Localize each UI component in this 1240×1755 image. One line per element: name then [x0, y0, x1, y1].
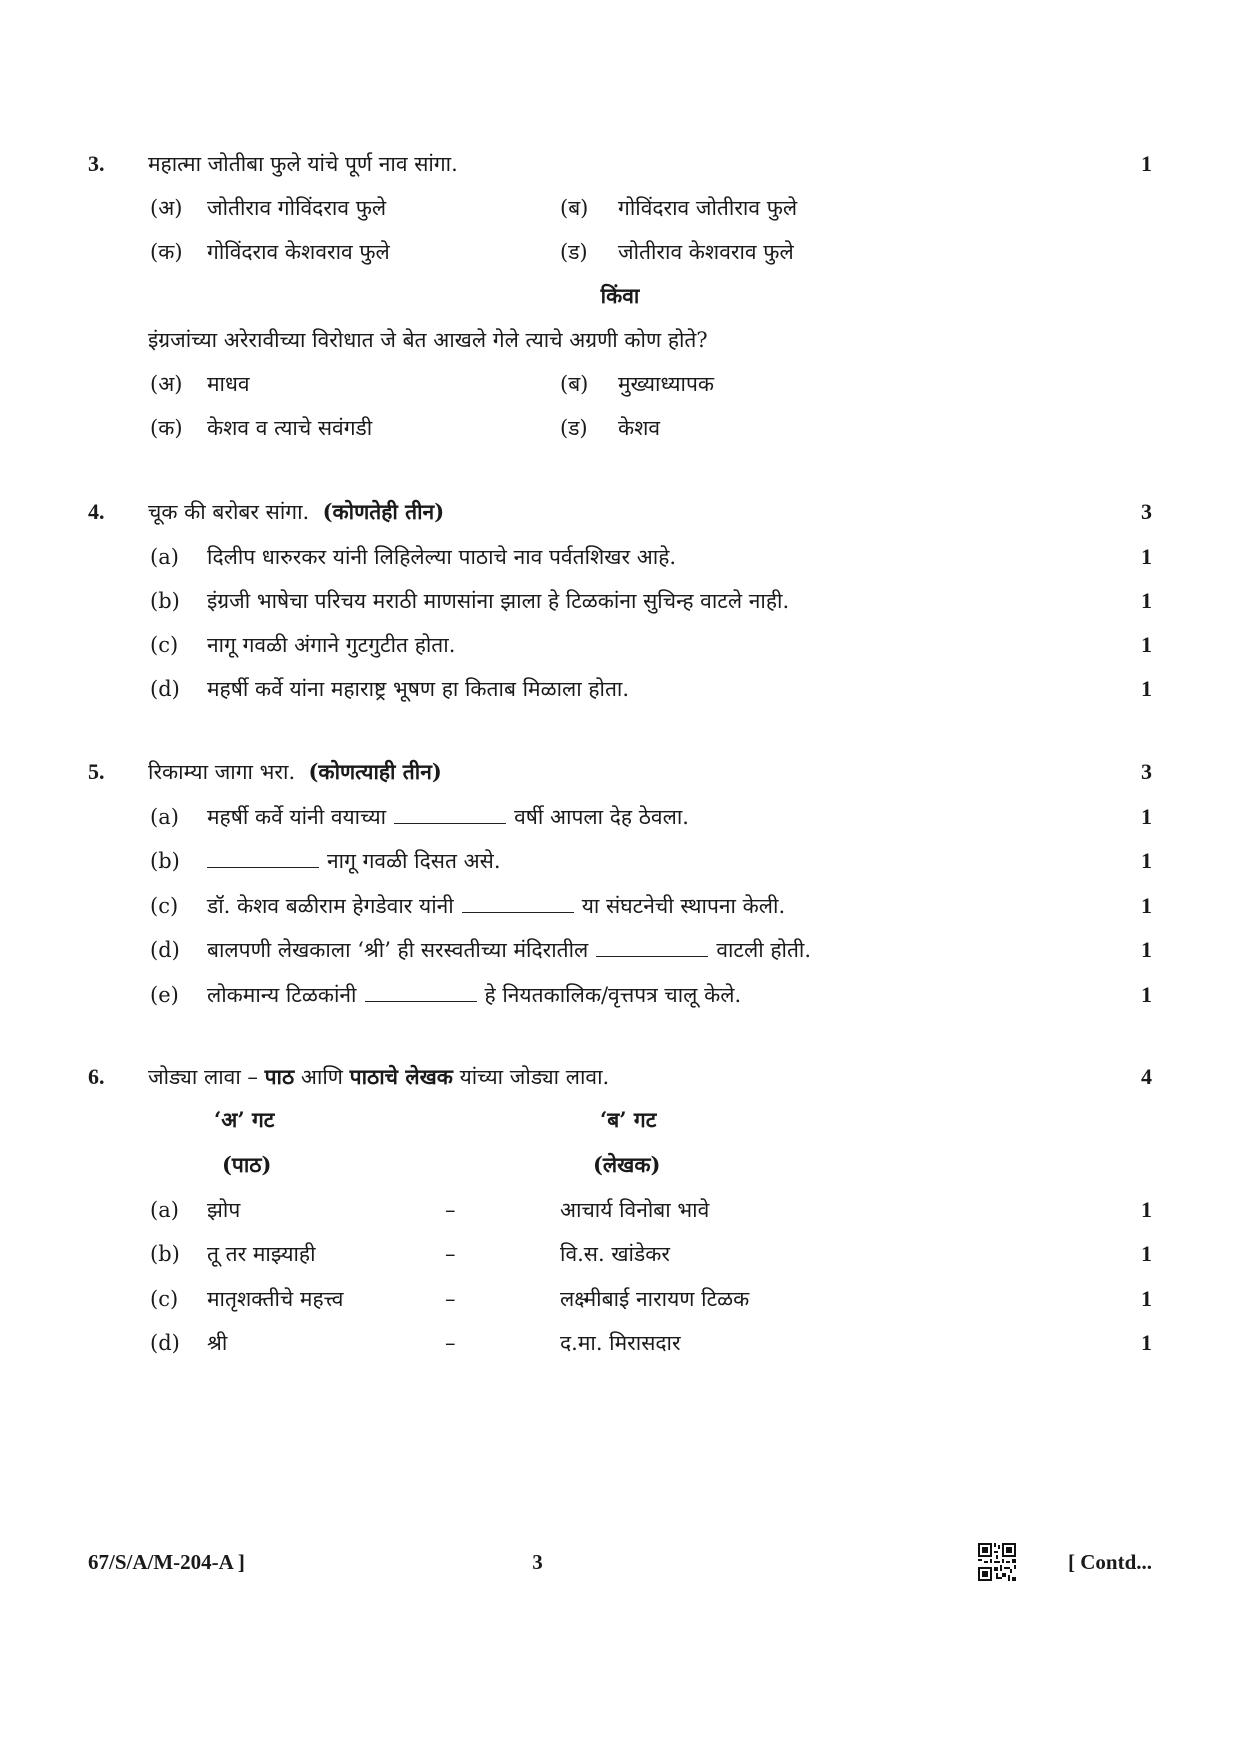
- item-marks: 1: [1141, 544, 1152, 569]
- item-marks: 1: [1141, 1241, 1152, 1266]
- item-label: (a): [150, 545, 179, 569]
- option-text: मुख्याध्यापक: [618, 372, 715, 396]
- item-label: (d): [150, 677, 180, 701]
- item-marks: 1: [1141, 804, 1152, 829]
- pair-dash: –: [445, 1198, 456, 1222]
- item-marks: 1: [1141, 893, 1152, 918]
- item-marks: 1: [1141, 1197, 1152, 1222]
- option-text: गोविंदराव केशवराव फुले: [207, 240, 390, 264]
- item-marks: 1: [1141, 937, 1152, 962]
- question-marks: 4: [1141, 1064, 1152, 1089]
- option-label: (ड): [560, 240, 588, 264]
- question-text: इंग्रजांच्या अरेरावीच्या विरोधात जे बेत आखले गेले त्याचे अग्रणी कोण होते?: [148, 328, 708, 352]
- text-after-blank: वर्षी आपला देह ठेवला.: [514, 805, 689, 829]
- question-number: 3.: [88, 151, 105, 176]
- option-row: [0, 230, 1240, 274]
- text-after-blank: वाटली होती.: [716, 938, 812, 962]
- question-text: [148, 490, 444, 534]
- column-a-subheading: (पाठ): [222, 1152, 272, 1177]
- keyword-author: पाठाचे लेखक: [349, 1064, 453, 1089]
- match-pair-row: [0, 1232, 1240, 1276]
- text-after-blank: नागू गवळी दिसत असे.: [327, 849, 501, 873]
- option-text: जोतीराव गोविंदराव फुले: [207, 196, 387, 220]
- item-text: [207, 973, 741, 1017]
- item-label: (d): [150, 938, 180, 962]
- author-name: वि.स. खांडेकर: [560, 1242, 670, 1266]
- option-label: (ड): [560, 416, 588, 440]
- text-before-blank: डॉ. केशव बळीराम हेगडेवार यांनी: [207, 894, 454, 918]
- item-label: (e): [150, 983, 179, 1007]
- match-pair-row: [0, 1188, 1240, 1232]
- lesson-name: मातृशक्तीचे महत्त्व: [207, 1287, 344, 1311]
- question-marks: 1: [1141, 151, 1152, 176]
- or-separator: [0, 274, 1240, 318]
- option-label: (अ): [150, 372, 183, 396]
- item-text: [207, 884, 785, 928]
- item-label: (c): [150, 1287, 179, 1311]
- item-text: [207, 795, 689, 839]
- column-headers: [0, 1098, 1240, 1142]
- answer-blank: [462, 886, 574, 913]
- question-number: 4.: [88, 499, 105, 524]
- item-text: [207, 839, 501, 883]
- item-row: [0, 623, 1240, 667]
- answer-blank: [365, 975, 477, 1002]
- text-before-blank: महर्षी कर्वे यांनी वयाच्या: [207, 805, 387, 829]
- author-name: आचार्य विनोबा भावे: [560, 1198, 710, 1222]
- item-text: [207, 928, 811, 972]
- question-note: (कोणतेही तीन): [322, 499, 445, 524]
- question-4: [0, 490, 1240, 534]
- question-instruction: जोड्या लावा –: [148, 1065, 258, 1089]
- item-label: (b): [150, 589, 180, 613]
- continued-label: [ Contd...: [1067, 1550, 1152, 1574]
- option-label: (ब): [560, 372, 589, 396]
- item-marks: 1: [1141, 632, 1152, 657]
- lesson-name: श्री: [207, 1331, 228, 1355]
- column-subheaders: [0, 1143, 1240, 1187]
- or-text: किंवा: [600, 283, 640, 308]
- question-3: [0, 142, 1240, 186]
- paper-code: 67/S/A/M-204-A ]: [88, 1550, 245, 1574]
- question-marks: 3: [1141, 759, 1152, 784]
- option-label: (ब): [560, 196, 589, 220]
- question-instruction: रिकाम्या जागा भरा.: [148, 760, 296, 784]
- item-row: [0, 535, 1240, 579]
- lesson-name: तू तर माझ्याही: [207, 1242, 316, 1266]
- option-text: केशव व त्याचे सवंगडी: [207, 416, 373, 440]
- item-label: (b): [150, 1242, 180, 1266]
- column-a-heading: ‘अ’ गट: [214, 1107, 275, 1132]
- item-marks: 1: [1141, 676, 1152, 701]
- item-text: महर्षी कर्वे यांना महाराष्ट्र भूषण हा किताब मिळाला होता.: [207, 677, 630, 701]
- text-before-blank: लोकमान्य टिळकांनी: [207, 983, 357, 1007]
- option-text: गोविंदराव जोतीराव फुले: [618, 196, 798, 220]
- item-text: दिलीप धारुरकर यांनी लिहिलेल्या पाठाचे नाव पर्वतशिखर आहे.: [207, 545, 677, 569]
- option-text: माधव: [207, 372, 250, 396]
- question-text: महात्मा जोतीबा फुले यांचे पूर्ण नाव सांगा.: [148, 152, 458, 176]
- page-number: 3: [532, 1550, 543, 1574]
- item-marks: 1: [1141, 1330, 1152, 1355]
- question-5: [0, 750, 1240, 794]
- item-label: (a): [150, 1198, 179, 1222]
- option-row: [0, 406, 1240, 450]
- item-row: [0, 579, 1240, 623]
- author-name: लक्ष्मीबाई नारायण टिळक: [560, 1287, 750, 1311]
- author-name: द.मा. मिरासदार: [560, 1331, 681, 1355]
- fill-blank-row: [0, 973, 1240, 1017]
- answer-blank: [207, 841, 319, 868]
- keyword-lesson: पाठ: [264, 1064, 295, 1089]
- item-marks: 1: [1141, 1286, 1152, 1311]
- question-6: [0, 1055, 1240, 1099]
- item-text: इंग्रजी भाषेचा परिचय मराठी माणसांना झाला हे टिळकांना सुचिन्ह वाटले नाही.: [207, 589, 790, 613]
- pair-dash: –: [445, 1242, 456, 1266]
- option-text: केशव: [618, 416, 661, 440]
- question-text: [148, 1055, 609, 1099]
- item-label: (c): [150, 894, 179, 918]
- match-pair-row: [0, 1321, 1240, 1365]
- column-b-heading: ‘ब’ गट: [600, 1107, 657, 1132]
- item-label: (c): [150, 633, 179, 657]
- question-instruction: चूक की बरोबर सांगा.: [148, 500, 310, 524]
- question-instruction-end: यांच्या जोड्या लावा.: [459, 1065, 610, 1089]
- option-label: (अ): [150, 196, 183, 220]
- answer-blank: [394, 797, 506, 824]
- question-text: [148, 750, 442, 794]
- item-marks: 1: [1141, 588, 1152, 613]
- text-before-blank: बालपणी लेखकाला ‘श्री’ ही सरस्वतीच्या मंदिरातील: [207, 938, 589, 962]
- option-label: (क): [150, 416, 183, 440]
- answer-blank: [596, 930, 708, 957]
- pair-dash: –: [445, 1331, 456, 1355]
- qr-code-icon: [978, 1543, 1016, 1581]
- question-number: 5.: [88, 759, 105, 784]
- alternate-question: [0, 318, 1240, 362]
- item-text: नागू गवळी अंगाने गुटगुटीत होता.: [207, 633, 456, 657]
- item-label: (b): [150, 849, 180, 873]
- option-text: जोतीराव केशवराव फुले: [618, 240, 794, 264]
- fill-blank-row: [0, 839, 1240, 883]
- question-note: (कोणत्याही तीन): [308, 759, 442, 784]
- text-after-blank: या संघटनेची स्थापना केली.: [581, 894, 786, 918]
- pair-dash: –: [445, 1287, 456, 1311]
- text-after-blank: हे नियतकालिक/वृत्तपत्र चालू केले.: [484, 983, 742, 1007]
- item-label: (a): [150, 805, 179, 829]
- item-marks: 1: [1141, 848, 1152, 873]
- fill-blank-row: [0, 795, 1240, 839]
- item-marks: 1: [1141, 982, 1152, 1007]
- question-marks: 3: [1141, 499, 1152, 524]
- option-label: (क): [150, 240, 183, 264]
- connector-text: आणि: [300, 1065, 343, 1089]
- match-pair-row: [0, 1277, 1240, 1321]
- item-row: [0, 667, 1240, 711]
- option-row: [0, 362, 1240, 406]
- item-label: (d): [150, 1331, 180, 1355]
- lesson-name: झोप: [207, 1198, 241, 1222]
- column-b-subheading: (लेखक): [593, 1152, 661, 1177]
- fill-blank-row: [0, 928, 1240, 972]
- option-row: [0, 186, 1240, 230]
- question-number: 6.: [88, 1064, 105, 1089]
- fill-blank-row: [0, 884, 1240, 928]
